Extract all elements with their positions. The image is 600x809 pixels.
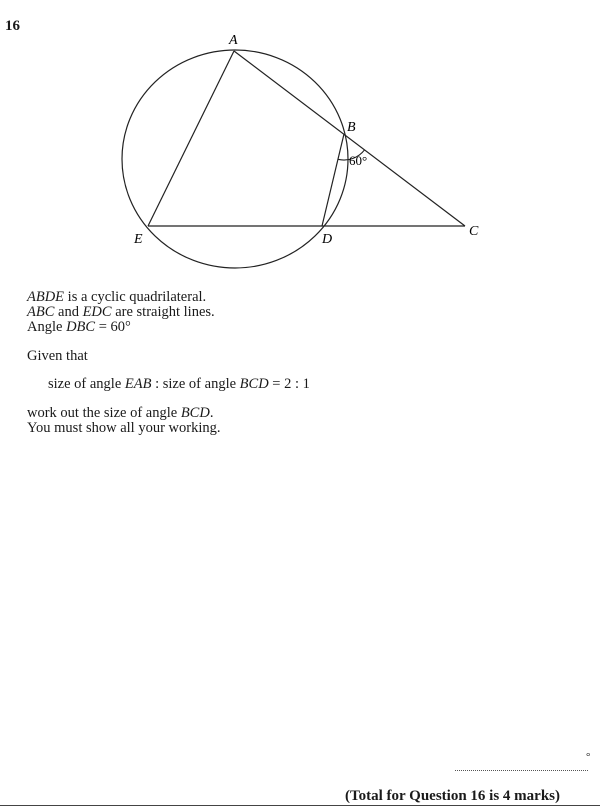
ratio-statement: [48, 377, 310, 392]
angle-name-eab: EAB: [124, 376, 152, 392]
cyclic-quadrilateral-diagram: [0, 0, 600, 300]
label-a: A: [229, 33, 238, 48]
statement-2-and: and: [54, 304, 83, 320]
answer-unit: °: [586, 751, 591, 763]
line-ac: [234, 51, 465, 226]
ratio-part-1: size of angle: [48, 376, 125, 392]
angle-name-bcd: BCD: [239, 376, 269, 392]
circle: [122, 50, 348, 268]
label-c: C: [469, 224, 479, 239]
line-name-edc: EDC: [82, 304, 112, 320]
statement-2-text: are straight lines.: [111, 304, 215, 320]
label-e: E: [134, 232, 143, 247]
quad-name: ABDE: [27, 289, 65, 305]
ratio-value: = 2 : 1: [268, 376, 310, 392]
angle-name-dbc: DBC: [66, 319, 96, 335]
show-working: You must show all your working.: [27, 420, 221, 436]
label-d: D: [322, 232, 333, 247]
divider: [0, 805, 600, 806]
statement-1-text: is a cyclic quadrilateral.: [64, 289, 207, 305]
label-b: B: [347, 120, 356, 135]
total-marks: (Total for Question 16 is 4 marks): [345, 788, 561, 804]
target-angle: BCD: [180, 405, 210, 421]
given-that: Given that: [27, 348, 88, 364]
answer-line[interactable]: [455, 770, 588, 771]
statement-3-value: = 60°: [95, 319, 131, 335]
angle-label: 60°: [349, 153, 368, 168]
ratio-part-2: : size of angle: [151, 376, 240, 392]
line-name-abc: ABC: [27, 304, 55, 320]
statement-1: [27, 290, 206, 305]
question-number: 16: [5, 18, 20, 34]
instruction-period: .: [209, 405, 214, 421]
statement-3-angle: Angle: [27, 319, 67, 335]
instruction-text: work out the size of angle: [27, 405, 181, 421]
statement-3: [27, 320, 131, 335]
instruction: [27, 406, 213, 421]
statement-2: [27, 305, 215, 320]
